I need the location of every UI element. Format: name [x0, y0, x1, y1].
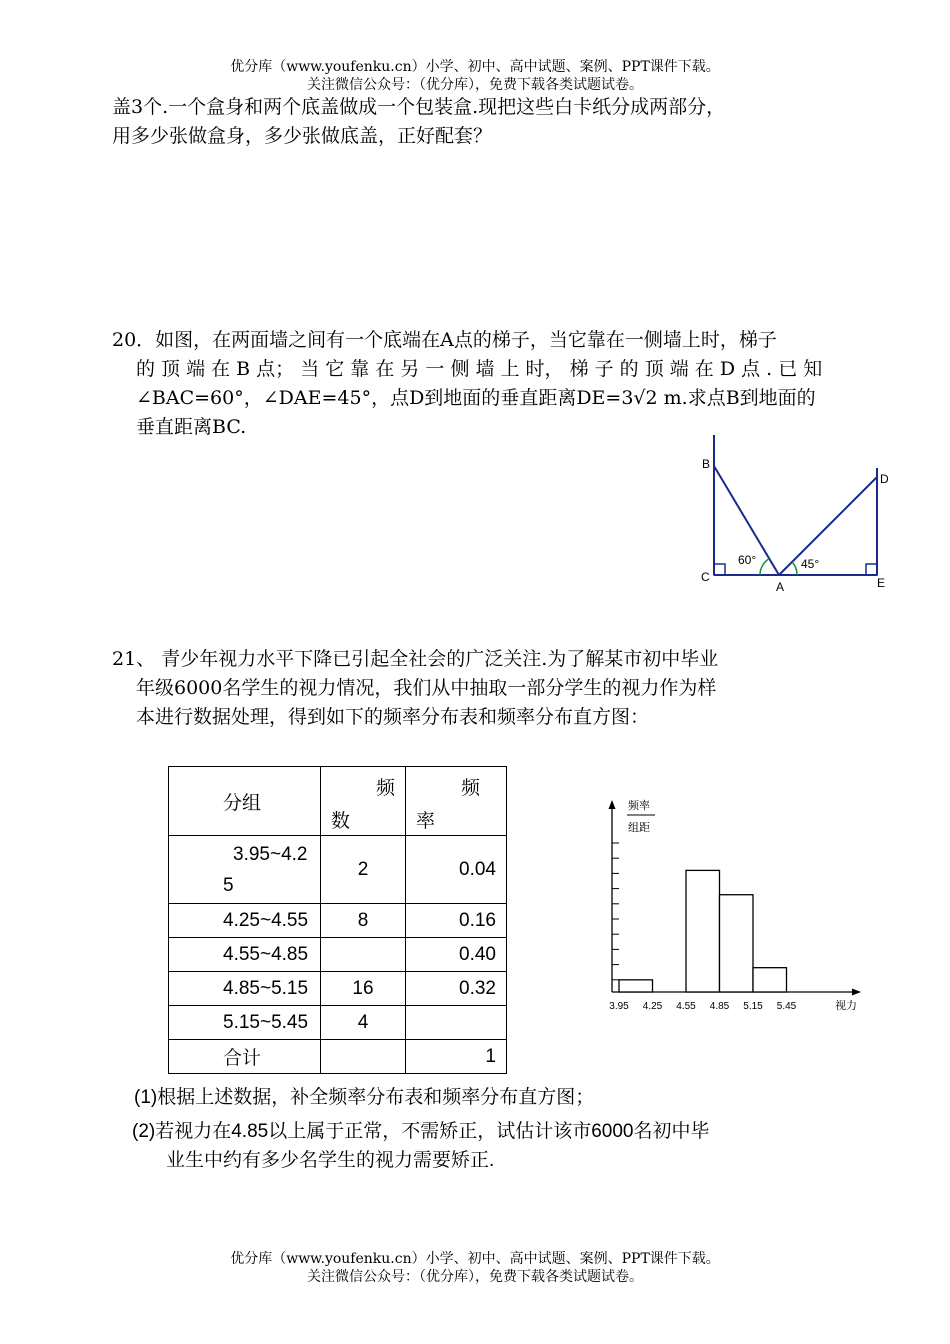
header-freq-b: 率	[416, 811, 436, 832]
q19-line-2: 用多少张做盒身，多少张做底盖，正好配套？	[112, 125, 493, 147]
histogram-bar	[686, 870, 720, 992]
header-line-2: 关注微信公众号：（优分库），免费下载各类试题试卷。	[307, 77, 643, 93]
q20-line-2: 的 顶 端 在 B 点； 当 它 靠 在 另 一 侧 墙 上 时， 梯 子 的 顶 端 在 D 点 . 已 知	[136, 358, 823, 380]
cell-group	[169, 836, 321, 904]
question-21	[112, 645, 872, 732]
y-axis-arrow	[609, 800, 616, 809]
cell-freq: 0.04	[406, 836, 507, 904]
cell-freq: 1	[406, 1040, 507, 1074]
q21-line-2: 年级6000名学生的视力情况，我们从中抽取一部分学生的视力作为样	[136, 677, 717, 699]
footer-line-1: 优分库（www.youfenku.cn）小学、初中、高中试题、案例、PPT课件下载。	[230, 1251, 720, 1267]
table-header-row	[169, 767, 507, 836]
x-axis-arrow	[852, 989, 861, 996]
q21-sub-2-line-2: 业生中约有多少名学生的视力需要矫正.	[166, 1150, 495, 1171]
header-freq	[406, 767, 507, 836]
q21-sub-1: (1)根据上述数据，补全频率分布表和频率分布直方图；	[134, 1087, 595, 1108]
q20-line-4: 垂直距离BC.	[136, 416, 247, 438]
cell-count	[321, 938, 406, 972]
histogram-bar	[720, 895, 754, 992]
frequency-histogram	[595, 795, 875, 1025]
x-tick-label: 5.45	[776, 1001, 797, 1012]
label-e: E	[877, 576, 886, 590]
cell-freq	[406, 1006, 507, 1040]
histogram-bar	[619, 980, 653, 992]
footer-line-2: 关注微信公众号：（优分库），免费下载各类试题试卷。	[307, 1269, 643, 1285]
cell-group: 4.25~4.55	[169, 904, 321, 938]
cell-freq: 0.40	[406, 938, 507, 972]
label-d: D	[880, 472, 889, 486]
cell-group-a: 3.95~4.2	[233, 843, 308, 865]
angle-arc-45	[792, 562, 797, 575]
page-header	[0, 58, 950, 94]
table-row	[169, 836, 507, 904]
label-a: A	[776, 580, 785, 594]
q21-sub-2	[132, 1117, 892, 1175]
ladder-figure	[690, 430, 910, 600]
header-freq-a: 频	[460, 778, 480, 799]
header-group: 分组	[169, 767, 321, 836]
header-count-a: 频	[375, 778, 395, 799]
q21-sub-2-line-1: (2)若视力在4.85以上属于正常，不需矫正，试估计该市6000名初中毕	[132, 1121, 710, 1142]
q20-line-1: 20．如图，在两面墙之间有一个底端在A点的梯子，当它靠在一侧墙上时，梯子	[112, 329, 777, 351]
x-tick-label: 3.95	[609, 1001, 629, 1012]
cell-group-b: 5	[223, 874, 234, 896]
x-axis-label: 视力	[835, 1000, 857, 1012]
cell-freq: 0.32	[406, 972, 507, 1006]
q20-line-3: ∠BAC=60°，∠DAE=45°，点D到地面的垂直距离DE=3√2 m.求点B到地面的	[136, 387, 816, 409]
cell-count: 2	[321, 836, 406, 904]
ladder-ad	[779, 477, 877, 575]
angle-arc-60	[760, 559, 770, 576]
y-label-top: 频率	[628, 800, 650, 812]
x-tick-label: 4.85	[709, 1001, 730, 1012]
cell-freq: 0.16	[406, 904, 507, 938]
table-row	[169, 1006, 507, 1040]
header-count	[321, 767, 406, 836]
cell-group: 4.85~5.15	[169, 972, 321, 1006]
x-tick-label: 4.55	[676, 1001, 696, 1012]
q21-line-1: 21、 青少年视力水平下降已引起全社会的广泛关注.为了解某市初中毕业	[112, 648, 719, 670]
table-row	[169, 972, 507, 1006]
right-angle-e	[866, 564, 877, 575]
cell-count: 16	[321, 972, 406, 1006]
y-label-bottom: 组距	[628, 822, 650, 834]
cell-group: 5.15~5.45	[169, 1006, 321, 1040]
x-tick-label: 5.15	[743, 1001, 763, 1012]
x-tick-label: 4.25	[642, 1001, 663, 1012]
question-20	[112, 326, 912, 442]
cell-group: 合计	[169, 1040, 321, 1074]
q21-line-3: 本进行数据处理，得到如下的频率分布表和频率分布直方图：	[136, 706, 650, 728]
angle-label-45: 45°	[801, 557, 820, 571]
cell-count: 4	[321, 1006, 406, 1040]
question-19-tail	[112, 93, 725, 151]
angle-label-60: 60°	[738, 553, 757, 567]
cell-count: 8	[321, 904, 406, 938]
label-c: C	[701, 570, 710, 584]
page-footer	[0, 1250, 950, 1286]
right-angle-c	[714, 564, 725, 575]
table-row	[169, 1040, 507, 1074]
table-row	[169, 904, 507, 938]
cell-group: 4.55~4.85	[169, 938, 321, 972]
table-row	[169, 938, 507, 972]
q19-line-1: 盖3个.一个盒身和两个底盖做成一个包装盒.现把这些白卡纸分成两部分，	[112, 96, 726, 118]
header-count-b: 数	[331, 811, 351, 832]
label-b: B	[702, 457, 711, 471]
header-line-1: 优分库（www.youfenku.cn）小学、初中、高中试题、案例、PPT课件下载。	[230, 59, 720, 75]
frequency-table	[168, 766, 507, 1074]
histogram-bar	[753, 968, 787, 992]
cell-count	[321, 1040, 406, 1074]
